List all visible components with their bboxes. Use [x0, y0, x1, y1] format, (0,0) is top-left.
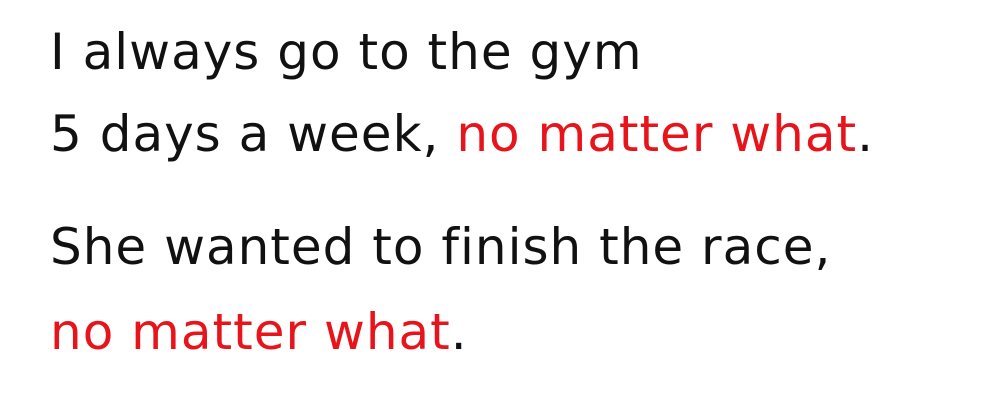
- sentence-1-line-1: [50, 22, 643, 82]
- sentence-2-text: She wanted to finish the race,: [50, 218, 832, 276]
- sentence-1-period: .: [857, 105, 875, 163]
- sentence-2-line-1: [50, 217, 831, 277]
- sentence-2-period: .: [450, 303, 468, 361]
- sentence-1-continuation: 5 days a week,: [50, 105, 440, 163]
- sentence-1-highlight-phrase: no matter what: [456, 105, 858, 163]
- sentence-2-highlight-phrase: no matter what: [50, 303, 451, 361]
- sentence-2-line-2: [50, 302, 468, 362]
- sentence-1-line-2: [50, 104, 874, 164]
- sentence-1-text: I always go to the gym: [50, 23, 643, 81]
